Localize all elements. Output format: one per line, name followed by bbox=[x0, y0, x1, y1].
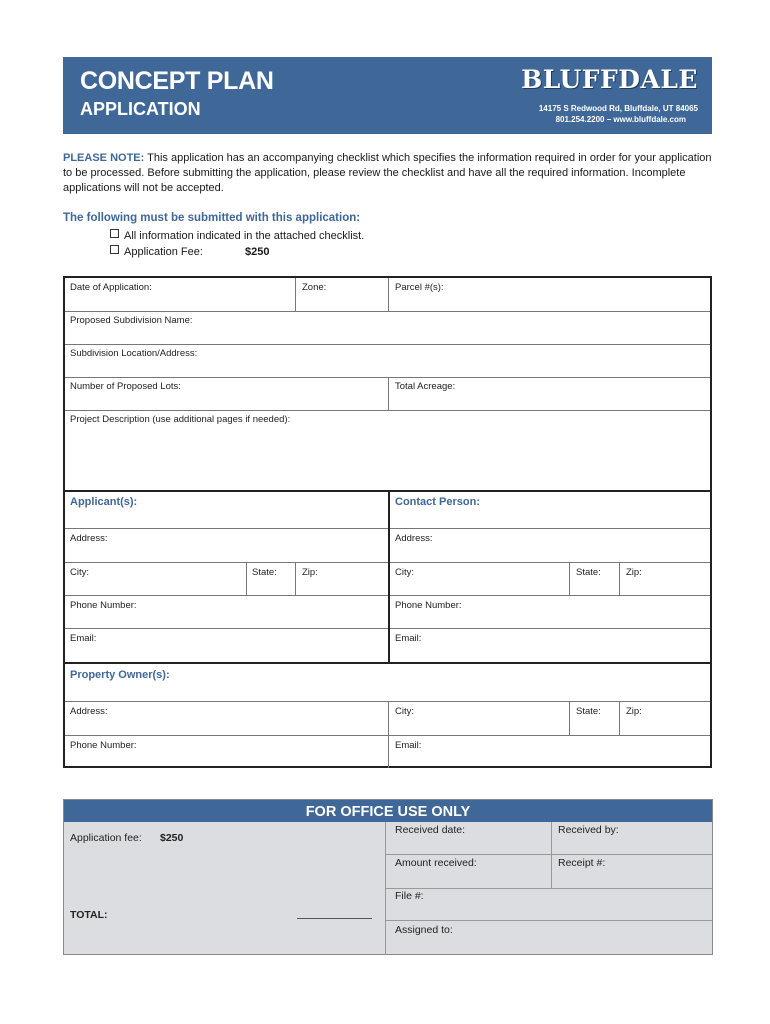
city-address: 14175 S Redwood Rd, Bluffdale, UT 84065 bbox=[538, 104, 698, 113]
project-description-field[interactable]: Project Description (use additional pages if needed): bbox=[70, 414, 291, 425]
please-note bbox=[63, 151, 713, 196]
checklist-item bbox=[110, 230, 364, 242]
num-lots-field[interactable]: Number of Proposed Lots: bbox=[70, 381, 181, 392]
office-use-heading: FOR OFFICE USE ONLY bbox=[64, 800, 712, 822]
received-date-field[interactable]: Received date: bbox=[395, 824, 466, 836]
page-subtitle: APPLICATION bbox=[80, 99, 201, 119]
note-label: PLEASE NOTE: bbox=[63, 152, 145, 164]
zone-field[interactable]: Zone: bbox=[302, 282, 327, 293]
fee-item bbox=[110, 246, 203, 258]
contact-email-field[interactable]: Email: bbox=[395, 633, 422, 644]
applicant-zip-field[interactable]: Zip: bbox=[302, 567, 318, 578]
checklist-item-label: All information indicated in the attached checklist. bbox=[124, 230, 365, 242]
office-app-fee-label: Application fee: bbox=[70, 832, 142, 844]
contact-address-field[interactable]: Address: bbox=[395, 533, 433, 544]
total-acreage-field[interactable]: Total Acreage: bbox=[395, 381, 456, 392]
contact-zip-field[interactable]: Zip: bbox=[626, 567, 642, 578]
total-input-line[interactable] bbox=[297, 918, 372, 919]
applicant-email-field[interactable]: Email: bbox=[70, 633, 97, 644]
office-app-fee-value: $250 bbox=[160, 832, 184, 844]
city-contact: 801.254.2200 – www.bluffdale.com bbox=[555, 115, 686, 124]
checkbox-icon[interactable] bbox=[110, 229, 119, 238]
checkbox-icon[interactable] bbox=[110, 245, 119, 254]
applicant-address-field[interactable]: Address: bbox=[70, 533, 108, 544]
parcel-field[interactable]: Parcel #(s): bbox=[395, 282, 444, 293]
owner-state-field[interactable]: State: bbox=[576, 706, 601, 717]
page-title: CONCEPT PLAN bbox=[80, 67, 274, 95]
received-by-field[interactable]: Received by: bbox=[558, 824, 619, 836]
application-form bbox=[63, 276, 712, 768]
contact-heading: Contact Person: bbox=[395, 496, 480, 508]
header-banner bbox=[63, 57, 712, 134]
contact-city-field[interactable]: City: bbox=[395, 567, 414, 578]
applicant-state-field[interactable]: State: bbox=[252, 567, 277, 578]
fee-item-label: Application Fee: bbox=[124, 246, 203, 258]
submit-heading: The following must be submitted with this application: bbox=[63, 212, 361, 224]
owner-city-field[interactable]: City: bbox=[395, 706, 414, 717]
office-use-section bbox=[63, 799, 713, 955]
applicants-heading: Applicant(s): bbox=[70, 496, 138, 508]
owner-address-field[interactable]: Address: bbox=[70, 706, 108, 717]
owner-email-field[interactable]: Email: bbox=[395, 740, 422, 751]
note-text: This application has an accompanying checklist which specifies the information required in order for your application to be processed. Before submitting the application, please review the checklist and have all the required information. Incomplete applications will not be accepted. bbox=[63, 152, 712, 194]
amount-received-field[interactable]: Amount received: bbox=[395, 857, 477, 869]
subdivision-location-field[interactable]: Subdivision Location/Address: bbox=[70, 348, 198, 359]
file-number-field[interactable]: File #: bbox=[395, 890, 424, 902]
applicant-phone-field[interactable]: Phone Number: bbox=[70, 600, 137, 611]
date-of-application-field[interactable]: Date of Application: bbox=[70, 282, 152, 293]
contact-state-field[interactable]: State: bbox=[576, 567, 601, 578]
owner-zip-field[interactable]: Zip: bbox=[626, 706, 642, 717]
assigned-to-field[interactable]: Assigned to: bbox=[395, 924, 453, 936]
owner-phone-field[interactable]: Phone Number: bbox=[70, 740, 137, 751]
total-label: TOTAL: bbox=[70, 909, 108, 921]
subdivision-name-field[interactable]: Proposed Subdivision Name: bbox=[70, 315, 193, 326]
contact-phone-field[interactable]: Phone Number: bbox=[395, 600, 462, 611]
receipt-field[interactable]: Receipt #: bbox=[558, 857, 606, 869]
bluffdale-logo: BLUFFDALE bbox=[521, 65, 698, 94]
fee-amount: $250 bbox=[245, 246, 270, 258]
owner-heading: Property Owner(s): bbox=[70, 669, 170, 681]
applicant-city-field[interactable]: City: bbox=[70, 567, 89, 578]
